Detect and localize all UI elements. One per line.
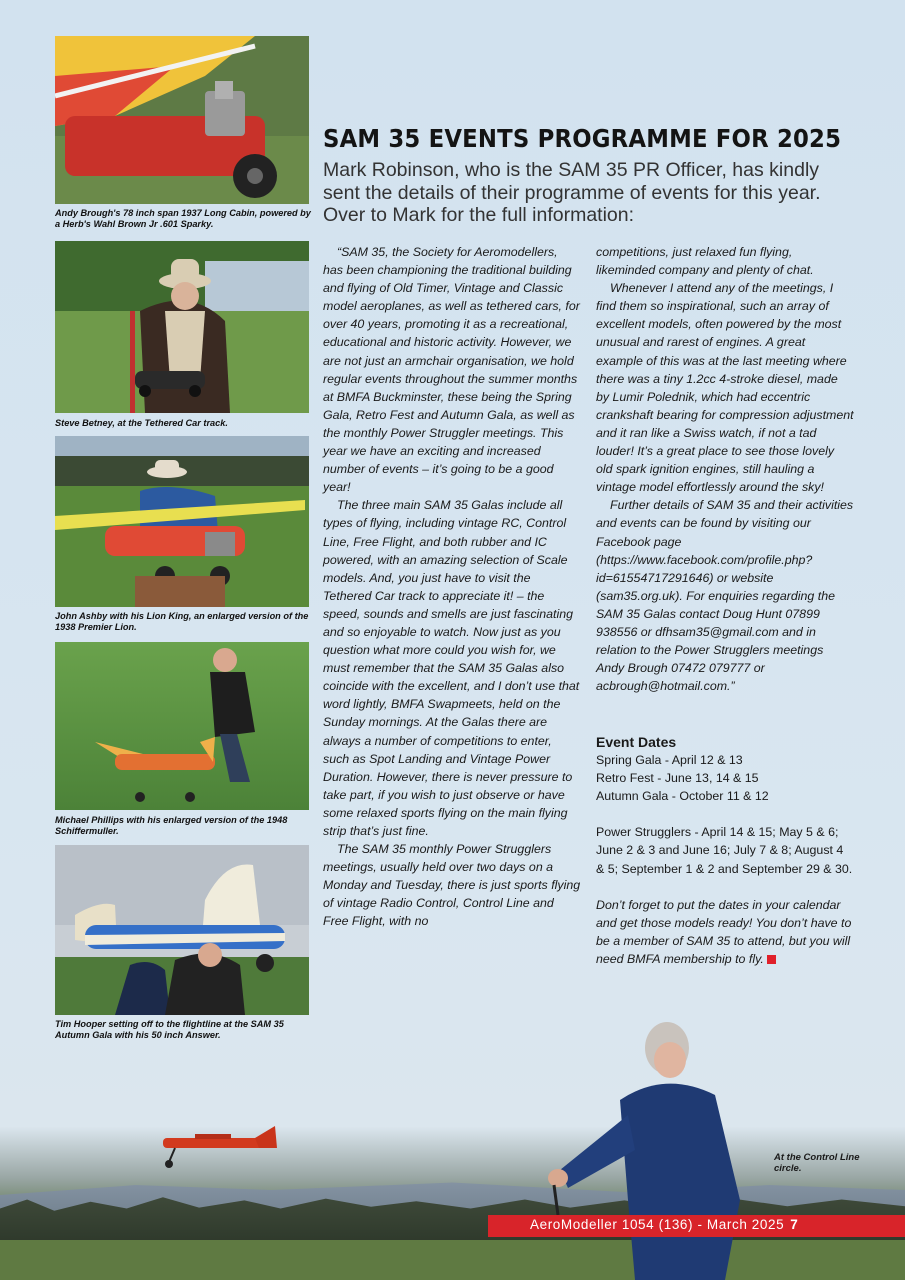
col2-paragraph-3: Further details of SAM 35 and their activities and events can be found by visiting our Facebook page (https://www.facebook.com/profile.php?id=61554717291646) or website (sam35.org.uk). For enquiries regarding the SAM 35 Galas contact Doug Hunt 07899 938556 or dfhsam35@gmail.com and in relation to the Power Strugglers meetings Andy Brough 07472 079777 or acbrough@hotmail.com.” xyxy=(596,498,854,694)
background-model-plane xyxy=(155,1120,280,1175)
caption-photo-1: Andy Brough's 78 inch span 1937 Long Cabin, powered by a Herb's Wahl Brown Jr .601 Sparky. xyxy=(55,208,311,229)
photo-answer xyxy=(55,845,309,1015)
event-autumn-gala: Autumn Gala - October 11 & 12 xyxy=(596,789,769,804)
event-dates-box xyxy=(596,733,854,968)
background-person xyxy=(540,1020,750,1280)
caption-photo-5: Tim Hooper setting off to the flightline at the SAM 35 Autumn Gala with his 50 inch Answer. xyxy=(55,1019,284,1040)
closing-text: Don’t forget to put the dates in your calendar and get those models ready! You don’t have to be a member of SAM 35 to attend, but you will need BMFA membership to fly. xyxy=(596,897,852,966)
caption-photo-3: John Ashby with his Lion King, an enlarged version of the 1938 Premier Lion. xyxy=(55,611,309,632)
col2-paragraph-1: competitions, just relaxed fun flying, likeminded company and plenty of chat. xyxy=(596,245,814,278)
caption-photo-2: Steve Betney, at the Tethered Car track. xyxy=(55,418,228,428)
event-spring-gala: Spring Gala - April 12 & 13 xyxy=(596,753,743,768)
footer-issue: AeroModeller 1054 (136) - March 2025 xyxy=(530,1217,785,1232)
article-title: SAM 35 EVENTS PROGRAMME FOR 2025 xyxy=(323,124,842,153)
col2-paragraph-2: Whenever I attend any of the meetings, I find them so inspirational, such an array of excellent models, often powered by the most unusual and rarest of engines. A great example of this was at the last meeting where there was a tiny 1.2cc 4-stroke diesel, made by Lumir Polednik, which had eccentric crankshaft bearing for compression adjustment and it ran like a Swiss watch, if not a tad louder! It’s a great place to see those lovely old spark ignition engines, still hauling a vintage model effortlessly around the sky! xyxy=(596,281,854,495)
background-field xyxy=(0,1240,905,1280)
page-number: 7 xyxy=(790,1217,799,1232)
col1-paragraph-2: The three main SAM 35 Galas include all types of flying, including vintage RC, Control Line, Free Flight, and both rubber and IC powered, with an amazing selection of Scale models. And, you just have to visit the Tethered Car track to appreciate it! – the speed, sounds and smells are just fascinating and so enjoyable to watch. Now just as you question what more could you wish for, we must remember that the SAM 35 Galas also coincide with the excellent, and I don’t use that word lightly, BMFA Swapmeets, held on the Sunday mornings. At the Galas there are always a number of competitions to enter, such as Spot Landing and Vintage Power Duration. However, there is never pressure to take part, if you wish to just observe or have some relaxed sports flying on the main flying strip that’s just fine. xyxy=(323,498,580,838)
footer-text xyxy=(530,1217,798,1232)
article-column-2 xyxy=(596,243,854,695)
photo-long-cabin xyxy=(55,36,309,204)
caption-background: At the Control Line circle. xyxy=(774,1152,860,1174)
photo-tethered-car xyxy=(55,241,309,413)
photo-schiffermuller xyxy=(55,642,309,810)
article-intro: Mark Robinson, who is the SAM 35 PR Officer, has kindly sent the details of their programme of events for this year. Over to Mark for the full information: xyxy=(323,159,821,226)
photo-lion-king xyxy=(55,436,309,607)
end-of-article-mark xyxy=(767,955,776,964)
col1-paragraph-1: “SAM 35, the Society for Aeromodellers, has been championing the traditional building and flying of Old Timer, Vintage and Classic model aeroplanes, as well as tethered cars, for over 40 years, promoting it as a recreational, educational and historic activity. However, we are not just an armchair organisation, we hold regular events throughout the summer months at BMFA Buckminster, these being the Spring Gala, Retro Fest and Autumn Gala, as well as the monthly Power Struggler meetings. This year we have an exciting and increased number of events – it’s going to be a good year! xyxy=(323,245,580,495)
event-dates-heading: Event Dates xyxy=(596,734,677,750)
col1-paragraph-3: The SAM 35 monthly Power Strugglers meetings, usually held over two days on a Monday and Tuesday, there is just sports flying of vintage Radio Control, Control Line and Free Flight, with no xyxy=(323,842,581,929)
event-retro-fest: Retro Fest - June 13, 14 & 15 xyxy=(596,771,759,786)
event-power-strugglers: Power Strugglers - April 14 & 15; May 5 & 6; June 2 & 3 and June 16; July 7 & 8; August 4 & 5; September 1 & 2 and September 29 & 30. xyxy=(596,825,853,876)
event-closing-note xyxy=(596,896,854,968)
article-column-1 xyxy=(323,243,581,931)
caption-photo-4: Michael Phillips with his enlarged version of the 1948 Schiffermuller. xyxy=(55,815,288,836)
